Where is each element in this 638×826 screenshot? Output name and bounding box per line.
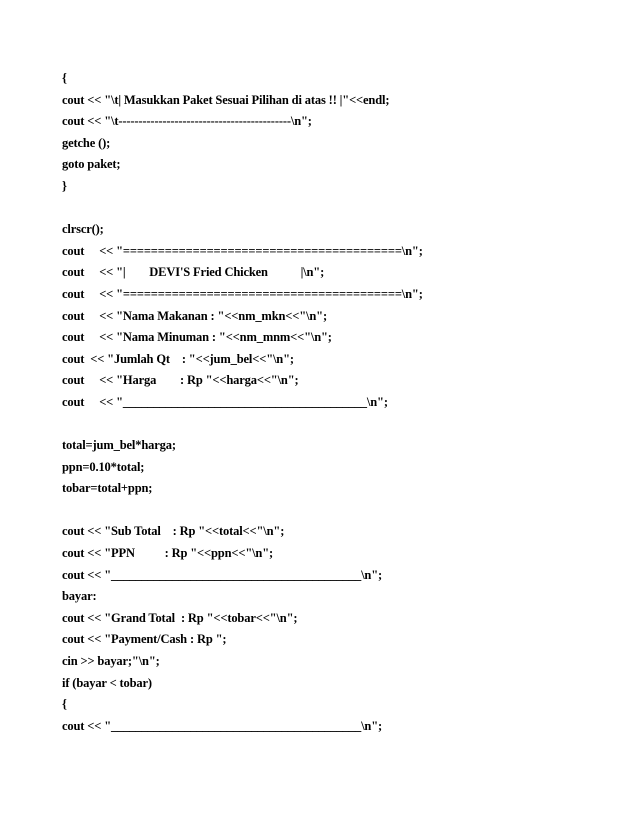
code-line: cout << "Nama Makanan : "<<nm_mkn<<"\n";	[62, 308, 327, 323]
code-line: cout << "PPN : Rp "<<ppn<<"\n";	[62, 546, 274, 561]
code-line: goto paket;	[62, 157, 121, 172]
code-line: cout << "========================================\n";	[62, 243, 423, 258]
code-line: cout << "| DEVI'S Fried Chicken |\n";	[62, 265, 325, 280]
code-line: total=jum_bel*harga;	[62, 438, 176, 453]
code-line: cout << "Harga : Rp "<<harga<<"\n";	[62, 373, 299, 388]
code-line: cout << "Nama Minuman : "<<nm_mnm<<"\n";	[62, 330, 332, 345]
code-line: cout << "_________________________________________\n";	[62, 718, 383, 733]
code-line: cout << "________________________________________\n";	[62, 394, 388, 409]
code-line: cout << "Jumlah Qt : "<<jum_bel<<"\n";	[62, 351, 294, 366]
code-line: ppn=0.10*total;	[62, 459, 145, 474]
code-listing	[62, 68, 622, 737]
code-line: cout << "Grand Total : Rp "<<tobar<<"\n";	[62, 610, 298, 625]
code-line: cout << "Sub Total : Rp "<<total<<"\n";	[62, 524, 285, 539]
code-line: cout << "Payment/Cash : Rp ";	[62, 632, 227, 647]
code-line: cin >> bayar;"\n";	[62, 654, 160, 669]
code-line: {	[62, 697, 67, 712]
code-line: clrscr();	[62, 222, 104, 237]
blank-line	[62, 414, 622, 436]
code-line: if (bayar < tobar)	[62, 675, 152, 690]
code-line: getche ();	[62, 135, 111, 150]
code-line: cout << "========================================\n";	[62, 286, 423, 301]
code-line: cout << "\t| Masukkan Paket Sesuai Pilihan di atas !! |"<<endl;	[62, 92, 390, 107]
code-line: cout << "\t-------------------------------------------\n";	[62, 114, 312, 129]
code-line: }	[62, 178, 67, 193]
blank-line	[62, 198, 622, 220]
blank-line	[62, 500, 622, 522]
code-line: {	[62, 71, 67, 85]
code-line: cout << "_________________________________________\n";	[62, 567, 383, 582]
code-line: bayar:	[62, 589, 97, 604]
code-line: tobar=total+ppn;	[62, 481, 153, 496]
